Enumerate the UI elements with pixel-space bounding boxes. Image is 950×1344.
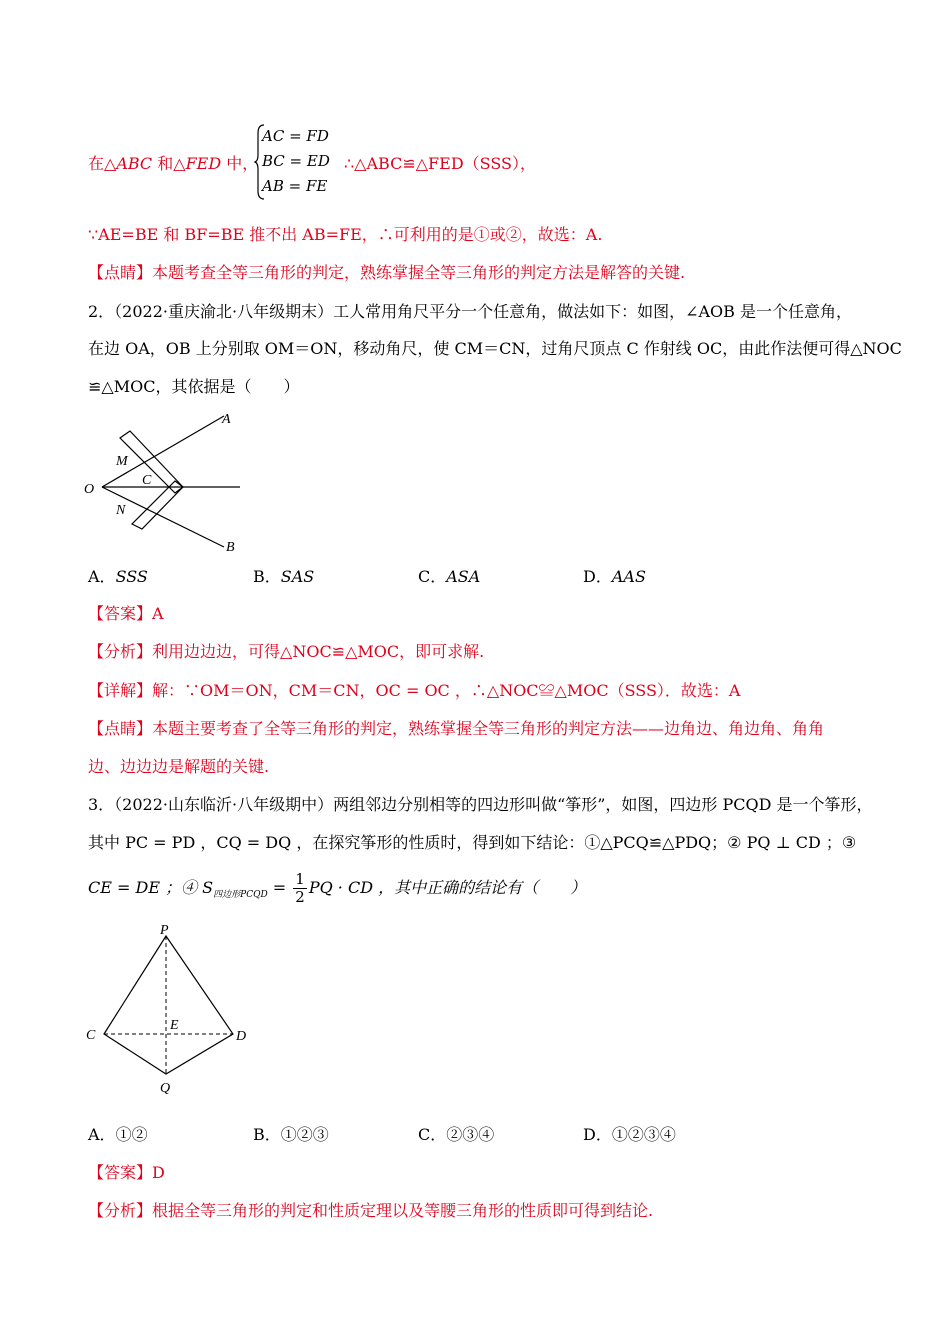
equation-row-2: BC = ED [262, 152, 330, 170]
q2-option-c [418, 566, 480, 588]
option-letter: C． [418, 567, 447, 586]
q3-answer [88, 1162, 165, 1184]
q3-option-a [88, 1124, 148, 1146]
option-value: ①② [115, 1125, 148, 1144]
q2-line-2: 在边 OA，OB 上分别取 OM＝ON，移动角尺，使 CM＝CN，过角尺顶点 C 作射线 OC，由此作法便可得△NOC [88, 339, 902, 358]
note-line: ∵AE=BE 和 BF=BE 推不出 AB=FE，∴可利用的是①或②，故选：A. [88, 225, 603, 244]
option-value: ①②③④ [611, 1125, 676, 1144]
proof-mid: 中， [221, 154, 259, 173]
q3-option-b [253, 1124, 329, 1146]
option-value: AAS [611, 567, 646, 586]
option-letter: D． [583, 567, 612, 586]
label-c: C [142, 473, 152, 488]
analysis-text: 根据全等三角形的判定和性质定理以及等腰三角形的性质即可得到结论. [152, 1201, 654, 1220]
proof-line [88, 153, 258, 175]
label-n: N [116, 503, 126, 518]
analysis-tag: 【分析】 [88, 642, 153, 661]
proof-and: 和△ [152, 154, 186, 173]
option-letter: A． [88, 1125, 116, 1144]
q3-line3-subscript: 四边形PCQD [213, 890, 268, 900]
q3-line-3 [88, 868, 586, 915]
answer-tag: 【答案】 [88, 604, 153, 623]
q2-detail [88, 680, 740, 702]
triangle-fed: FED [185, 154, 222, 173]
q2-option-a [88, 566, 148, 588]
label-e: E [170, 1018, 179, 1033]
option-letter: B． [253, 567, 281, 586]
analysis-tag: 【分析】 [88, 1201, 153, 1220]
option-letter: D． [583, 1125, 612, 1144]
q2-option-b [253, 566, 314, 588]
option-letter: C． [418, 1125, 447, 1144]
label-c: C [86, 1028, 96, 1043]
q3-line3-part-b: PQ · CD ，其中正确的结论有（ ） [308, 878, 587, 897]
q3-line3-part-a: CE = DE ；④ S [88, 878, 214, 897]
label-q: Q [160, 1081, 171, 1096]
label-a: A [222, 412, 231, 427]
option-value: ①②③ [280, 1125, 329, 1144]
equation-row-1: AC = FD [262, 127, 329, 145]
option-value: ASA [446, 567, 481, 586]
answer-value: A [152, 604, 164, 623]
answer-value: D [152, 1163, 165, 1182]
ray-oa [102, 416, 224, 487]
label-p: P [160, 923, 169, 938]
fraction-half [293, 871, 307, 906]
q2-analysis [88, 641, 484, 663]
answer-tag: 【答案】 [88, 1163, 153, 1182]
angle-ruler-figure [80, 405, 260, 560]
equation-row-3: AB = FE [262, 177, 328, 195]
q2-comment-line-2: 边、边边边是解题的关键. [88, 757, 270, 776]
ruler-arm-upper [120, 431, 183, 493]
label-o: O [84, 482, 95, 497]
q2-line-3: ≌△MOC，其依据是（ ） [88, 377, 300, 396]
q3-line-2: 其中 PC = PD ，CQ = DQ ，在探究筝形的性质时，得到如下结论：①△PCQ≌△PDQ；② PQ ⊥ CD ；③ [88, 833, 857, 852]
detail-text: 解：∵OM＝ON，CM＝CN，OC = OC ，∴△NOC≌△MOC（SSS）．故选：A [152, 681, 741, 700]
comment-text: 本题考查全等三角形的判定，熟练掌握全等三角形的判定方法是解答的关键. [152, 263, 686, 282]
q3-analysis [88, 1200, 653, 1222]
comment-1 [88, 262, 685, 284]
q3-option-d [583, 1124, 676, 1146]
option-letter: B． [253, 1125, 281, 1144]
comment-tag: 【点睛】 [88, 263, 153, 282]
kite-figure [80, 922, 260, 1102]
kite-outline [104, 936, 233, 1074]
q2-option-d [583, 566, 646, 588]
q3-line-1: 3．（2022·山东临沂·八年级期中）两组邻边分别相等的四边形叫做“筝形”，如图，四边形 PCQD 是一个筝形， [88, 795, 873, 814]
comment-tag: 【点睛】 [88, 719, 153, 738]
fraction-numerator: 1 [295, 870, 305, 888]
triangle-abc: ABC [116, 154, 153, 173]
option-value: ②③④ [446, 1125, 495, 1144]
proof-conclusion: ∴△ABC≌△FED（SSS）， [344, 154, 536, 173]
label-b: B [226, 540, 235, 555]
fraction-denominator: 2 [295, 888, 305, 906]
q2-line-1: 2．（2022·重庆渝北·八年级期末）工人常用角尺平分一个任意角，做法如下：如图，∠AOB 是一个任意角， [88, 302, 852, 321]
q3-line3-equals: = [267, 878, 292, 897]
q2-answer [88, 603, 164, 625]
q2-comment-line-1 [88, 718, 824, 740]
q3-option-c [418, 1124, 494, 1146]
option-value: SAS [280, 567, 315, 586]
option-value: SSS [115, 567, 148, 586]
label-m: M [116, 454, 128, 469]
detail-tag: 【详解】 [88, 681, 153, 700]
comment-text: 本题主要考查了全等三角形的判定，熟练掌握全等三角形的判定方法——边角边、角边角、角角 [152, 719, 825, 738]
label-d: D [236, 1029, 247, 1044]
option-letter: A． [88, 567, 116, 586]
analysis-text: 利用边边边，可得△NOC≌△MOC，即可求解. [152, 642, 485, 661]
proof-prefix: 在△ [88, 154, 117, 173]
